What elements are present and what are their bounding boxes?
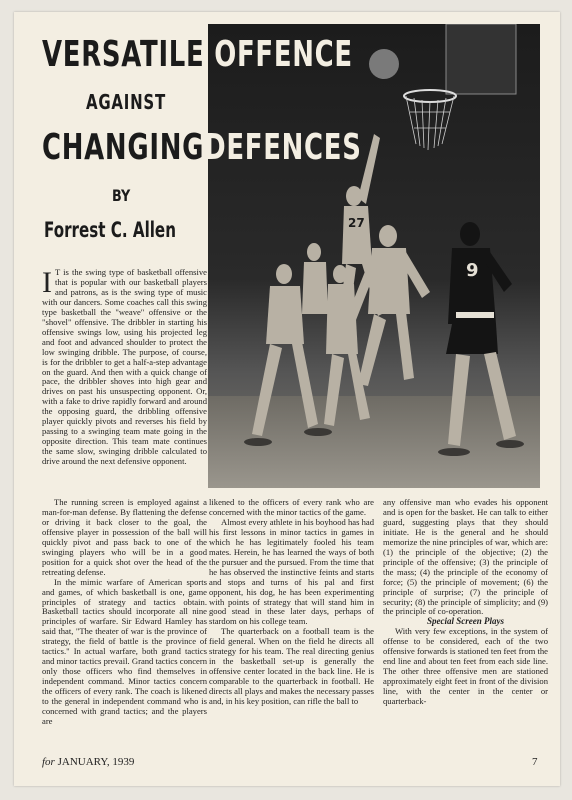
magazine-page: [14, 12, 560, 786]
drop-cap: I: [42, 268, 52, 299]
title-word-changing: CHANGING: [42, 127, 205, 168]
article-paragraph: In the mimic warfare of American sports and games, of which basketball is one, game principles of strategy and tactics obtain. Basketball tactics should incorporate all nine principles of warfare. Sir Edward Hamley has said that, "The theater of war is the province of strategy, the field of battle is the province of tactics." In actual warfare, both grand tactics and minor tactics prevail. Grand tactics concern only those officers who find themselves in independent command. Minor tactics concern the officers of every rank. The coach is likened to the general in independent command who is concerned with grand tactics; and the players are: [42, 576, 207, 726]
title-line-2: AGAINST: [86, 90, 166, 114]
article-paragraph: The running screen is employed against a man-for-man defense. By flattening the defense or driving it back closer to the goal, the offensive player in possession of the ball will quickly pivot and pass back to one of the swinging players who will be in a good position for a quick shot over the head of the retreating defense.: [42, 498, 207, 577]
section-subhead: Special Screen Plays: [427, 616, 504, 627]
article-column-intro: [42, 268, 207, 496]
paragraph-text: T is the swing type of basketball offensive that is popular with our basketball players and patrons, as is the swing type of music with our dancers. Some coaches call this swing type basketball the "weave" offensive or the "shovel" offensive. The dribbler in starting his offensive swings low, using his projected leg and foot and advanced shoulder to protect the low swinging dribble. The purpose, of course, is for the dribbler to get a half-a-step advantage on the guard. And then with a quick change of pace, the dribbler shoves into high gear and drives on past his unsuspecting opponent. Or, with a fake to drive rapidly forward and around the opposing guard, the dribbling offensive player quickly pivots and reverses his field by passing to a swinging team mate going in the opposite direction. This team mate continues the same slow, swinging dribble calculated to drive around the next defensive opponent.: [42, 268, 207, 467]
jersey-number-left: 27: [348, 216, 365, 230]
title-word-defences: DEFENCES: [204, 127, 362, 168]
article-column-middle: [209, 498, 374, 744]
article-column-left: [42, 498, 207, 744]
article-paragraph: any offensive man who evades his opponent and is open for the basket. He can talk to either guard, suggesting plays that they should initiate. He is the general and he should memorize the nine principles of war, which are: (1) the principle of the objective; (2) the principle of the offensive; (3) the principle of the mass; (4) the principle of the economy of force; (5) the principle of movement; (6) the principle of surprise; (7) the principle of security; (8) the principle of simplicity; and (9) the principle of co-operation.: [383, 498, 548, 617]
title-line-3: [42, 127, 362, 168]
footer-issue-date: JANUARY, 1939: [57, 756, 135, 768]
article-paragraph: The quarterback on a football team is the field general. When on the field he directs all strategy for his team. The real directing genius in the basketball set-up is generally the offensive center located in the back line. He is comparable to the quarterback in football. He directs all plays and makes the necessary passes and, in his key position, can rifle the ball to: [209, 626, 374, 707]
title-line-1: [42, 34, 353, 75]
page-number: 7: [532, 756, 538, 768]
article-title: [14, 12, 560, 262]
byline-author: Forrest C. Allen: [44, 218, 176, 242]
title-word-versatile: VERSATILE: [42, 34, 205, 75]
article-paragraph: Almost every athlete in his boyhood has had his first lessons in minor tactics in games in which he has legitimately fooled his team mates. Herein, he has learned the ways of both the pursuer and the pursued. From the time that he has observed the instinctive feints and starts and stops and turns of his pal and first opponent, his dog, he has been experimenting with points of strategy that will stand him in good stead in these later days, perhaps of stardom on his college team.: [209, 516, 374, 627]
jersey-number-right: 9: [466, 260, 479, 281]
article-paragraph: likened to the officers of every rank who are concerned with the minor tactics of the game.: [209, 498, 374, 517]
title-word-offence: OFFENCE: [214, 34, 353, 75]
footer-prefix: for: [42, 756, 55, 768]
byline-by: BY: [112, 186, 131, 205]
footer-date: [42, 756, 134, 768]
article-column-right: [383, 498, 548, 744]
article-paragraph: [42, 268, 207, 467]
article-paragraph: With very few exceptions, in the system of offense to be considered, each of the two offensive forwards is stationed ten feet from the end line and about ten feet from each side line. The other three offensive men are stationed approximately eight feet in front of the division line, with the center in the center or quarterback-: [383, 626, 548, 707]
